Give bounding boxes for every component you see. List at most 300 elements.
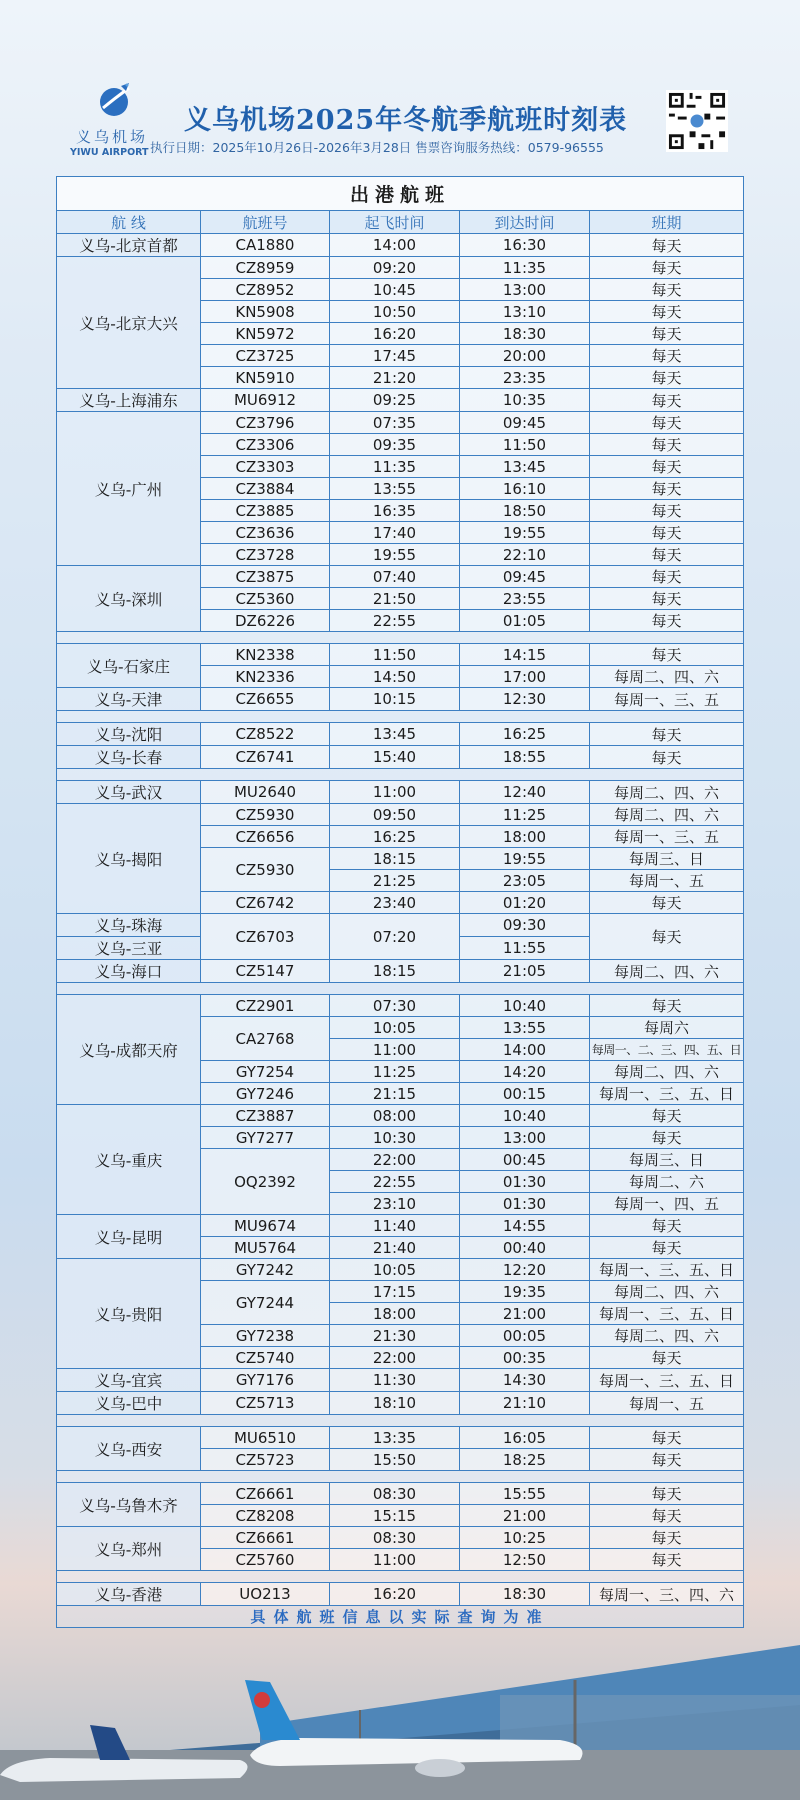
arrival-time-cell: 11:35 bbox=[460, 257, 590, 279]
flight-number-cell: MU5764 bbox=[201, 1237, 330, 1259]
arrival-time-cell: 18:30 bbox=[460, 323, 590, 345]
departure-time-cell: 11:00 bbox=[330, 781, 460, 804]
route-cell: 义乌-宜宾 bbox=[57, 1369, 201, 1392]
table-row bbox=[57, 960, 744, 983]
frequency-cell: 每天 bbox=[590, 1549, 744, 1571]
arrival-time-cell: 21:05 bbox=[460, 960, 590, 983]
departure-time-cell: 09:20 bbox=[330, 257, 460, 279]
frequency-cell: 每周一、五 bbox=[590, 870, 744, 892]
arrival-time-cell: 19:35 bbox=[460, 1281, 590, 1303]
route-cell: 义乌-香港 bbox=[57, 1583, 201, 1606]
departure-time-cell: 10:15 bbox=[330, 688, 460, 711]
flight-number-cell: CZ3725 bbox=[201, 345, 330, 367]
frequency-cell: 每天 bbox=[590, 478, 744, 500]
route-cell: 义乌-揭阳 bbox=[57, 804, 201, 914]
frequency-cell: 每周一、三、五、日 bbox=[590, 1303, 744, 1325]
table-caption: 出港航班 bbox=[57, 177, 744, 211]
flight-number-cell: CZ8959 bbox=[201, 257, 330, 279]
flight-number-cell: DZ6226 bbox=[201, 610, 330, 632]
frequency-cell: 每周三、日 bbox=[590, 1149, 744, 1171]
table-row bbox=[57, 1392, 744, 1415]
table-row bbox=[57, 1105, 744, 1127]
arrival-time-cell: 16:25 bbox=[460, 723, 590, 746]
departure-time-cell: 18:00 bbox=[330, 1303, 460, 1325]
route-cell: 义乌-武汉 bbox=[57, 781, 201, 804]
arrival-time-cell: 22:10 bbox=[460, 544, 590, 566]
column-header-flight-number: 航班号 bbox=[201, 211, 330, 234]
departure-time-cell: 07:30 bbox=[330, 995, 460, 1017]
flight-number-cell: CZ3306 bbox=[201, 434, 330, 456]
flight-number-cell: CA2768 bbox=[201, 1017, 330, 1061]
route-cell: 义乌-乌鲁木齐 bbox=[57, 1483, 201, 1527]
spacer-cell bbox=[57, 1415, 744, 1427]
arrival-time-cell: 10:40 bbox=[460, 995, 590, 1017]
table-row bbox=[57, 644, 744, 666]
frequency-cell: 每周二、六 bbox=[590, 1171, 744, 1193]
frequency-cell: 每天 bbox=[590, 1127, 744, 1149]
departure-time-cell: 11:00 bbox=[330, 1549, 460, 1571]
section-spacer bbox=[57, 983, 744, 995]
departure-time-cell: 10:50 bbox=[330, 301, 460, 323]
frequency-cell: 每周一、五 bbox=[590, 1392, 744, 1415]
frequency-cell: 每天 bbox=[590, 1347, 744, 1369]
arrival-time-cell: 21:00 bbox=[460, 1303, 590, 1325]
departure-time-cell: 17:15 bbox=[330, 1281, 460, 1303]
spacer-cell bbox=[57, 769, 744, 781]
departure-time-cell: 16:25 bbox=[330, 826, 460, 848]
frequency-cell: 每周一、三、五、日 bbox=[590, 1369, 744, 1392]
logo-english-name: YIWU AIRPORT bbox=[70, 147, 149, 158]
arrival-time-cell: 01:20 bbox=[460, 892, 590, 914]
route-cell: 义乌-巴中 bbox=[57, 1392, 201, 1415]
arrival-time-cell: 00:05 bbox=[460, 1325, 590, 1347]
frequency-cell: 每周一、四、五 bbox=[590, 1193, 744, 1215]
flight-number-cell: CZ5930 bbox=[201, 848, 330, 892]
flight-number-cell: CZ3884 bbox=[201, 478, 330, 500]
frequency-cell: 每周一、三、五、日 bbox=[590, 1259, 744, 1281]
frequency-cell: 每天 bbox=[590, 234, 744, 257]
flight-number-cell: CZ8522 bbox=[201, 723, 330, 746]
arrival-time-cell: 20:00 bbox=[460, 345, 590, 367]
flight-number-cell: CZ6742 bbox=[201, 892, 330, 914]
departure-time-cell: 08:30 bbox=[330, 1527, 460, 1549]
arrival-time-cell: 13:10 bbox=[460, 301, 590, 323]
frequency-cell: 每天 bbox=[590, 345, 744, 367]
flight-number-cell: CZ6703 bbox=[201, 914, 330, 960]
departure-time-cell: 07:35 bbox=[330, 412, 460, 434]
flight-number-cell: MU6912 bbox=[201, 389, 330, 412]
page-title: 义乌机场2025年冬航季航班时刻表 bbox=[184, 105, 628, 136]
section-spacer bbox=[57, 632, 744, 644]
table-row bbox=[57, 995, 744, 1017]
flight-number-cell: UO213 bbox=[201, 1583, 330, 1606]
arrival-time-cell: 18:00 bbox=[460, 826, 590, 848]
route-cell: 义乌-西安 bbox=[57, 1427, 201, 1471]
flight-number-cell: CZ6656 bbox=[201, 826, 330, 848]
airport-logo bbox=[70, 80, 149, 158]
frequency-cell: 每天 bbox=[590, 644, 744, 666]
flight-number-cell: CZ3885 bbox=[201, 500, 330, 522]
table-row bbox=[57, 412, 744, 434]
departure-schedule-table bbox=[56, 176, 744, 1628]
column-header-frequency: 班期 bbox=[590, 211, 744, 234]
departure-time-cell: 17:40 bbox=[330, 522, 460, 544]
departure-time-cell: 18:15 bbox=[330, 960, 460, 983]
flight-number-cell: CZ3636 bbox=[201, 522, 330, 544]
flight-number-cell: CZ6741 bbox=[201, 746, 330, 769]
flight-number-cell: KN5972 bbox=[201, 323, 330, 345]
frequency-cell: 每天 bbox=[590, 1449, 744, 1471]
table-row bbox=[57, 804, 744, 826]
flight-number-cell: CZ5147 bbox=[201, 960, 330, 983]
frequency-cell: 每天 bbox=[590, 1237, 744, 1259]
arrival-time-cell: 18:50 bbox=[460, 500, 590, 522]
departure-time-cell: 14:50 bbox=[330, 666, 460, 688]
route-cell: 义乌-北京首都 bbox=[57, 234, 201, 257]
table-row bbox=[57, 723, 744, 746]
flight-number-cell: CZ6661 bbox=[201, 1483, 330, 1505]
section-spacer bbox=[57, 1571, 744, 1583]
departure-time-cell: 15:15 bbox=[330, 1505, 460, 1527]
arrival-time-cell: 13:00 bbox=[460, 1127, 590, 1149]
table-row bbox=[57, 566, 744, 588]
arrival-time-cell: 23:35 bbox=[460, 367, 590, 389]
route-cell: 义乌-上海浦东 bbox=[57, 389, 201, 412]
frequency-cell: 每周一、三、五 bbox=[590, 688, 744, 711]
frequency-cell: 每天 bbox=[590, 1105, 744, 1127]
arrival-time-cell: 13:55 bbox=[460, 1017, 590, 1039]
arrival-time-cell: 18:55 bbox=[460, 746, 590, 769]
flight-number-cell: CZ5740 bbox=[201, 1347, 330, 1369]
departure-time-cell: 22:55 bbox=[330, 1171, 460, 1193]
departure-time-cell: 18:15 bbox=[330, 848, 460, 870]
flight-number-cell: MU9674 bbox=[201, 1215, 330, 1237]
frequency-cell: 每天 bbox=[590, 323, 744, 345]
frequency-cell: 每天 bbox=[590, 257, 744, 279]
arrival-time-cell: 11:25 bbox=[460, 804, 590, 826]
arrival-time-cell: 12:30 bbox=[460, 688, 590, 711]
arrival-time-cell: 14:30 bbox=[460, 1369, 590, 1392]
spacer-cell bbox=[57, 632, 744, 644]
departure-time-cell: 17:45 bbox=[330, 345, 460, 367]
departure-time-cell: 22:55 bbox=[330, 610, 460, 632]
table-row bbox=[57, 1369, 744, 1392]
arrival-time-cell: 18:25 bbox=[460, 1449, 590, 1471]
flight-number-cell: KN5910 bbox=[201, 367, 330, 389]
flight-number-cell: CZ3728 bbox=[201, 544, 330, 566]
column-header-departure-time: 起飞时间 bbox=[330, 211, 460, 234]
flight-number-cell: CZ6661 bbox=[201, 1527, 330, 1549]
flight-number-cell: GY7244 bbox=[201, 1281, 330, 1325]
departure-time-cell: 09:25 bbox=[330, 389, 460, 412]
spacer-cell bbox=[57, 711, 744, 723]
flight-number-cell: CZ3303 bbox=[201, 456, 330, 478]
arrival-time-cell: 13:00 bbox=[460, 279, 590, 301]
route-cell: 义乌-深圳 bbox=[57, 566, 201, 632]
departure-time-cell: 21:30 bbox=[330, 1325, 460, 1347]
frequency-cell: 每天 bbox=[590, 588, 744, 610]
route-cell: 义乌-海口 bbox=[57, 960, 201, 983]
flight-number-cell: GY7176 bbox=[201, 1369, 330, 1392]
arrival-time-cell: 01:05 bbox=[460, 610, 590, 632]
flight-number-cell: CZ8208 bbox=[201, 1505, 330, 1527]
route-cell: 义乌-天津 bbox=[57, 688, 201, 711]
frequency-cell: 每天 bbox=[590, 1215, 744, 1237]
frequency-cell: 每周三、日 bbox=[590, 848, 744, 870]
table-row bbox=[57, 688, 744, 711]
departure-time-cell: 16:20 bbox=[330, 323, 460, 345]
frequency-cell: 每天 bbox=[590, 456, 744, 478]
departure-time-cell: 23:10 bbox=[330, 1193, 460, 1215]
route-cell: 义乌-贵阳 bbox=[57, 1259, 201, 1369]
frequency-cell: 每周二、四、六 bbox=[590, 804, 744, 826]
departure-time-cell: 07:40 bbox=[330, 566, 460, 588]
arrival-time-cell: 17:00 bbox=[460, 666, 590, 688]
logo-chinese-name: 义乌机场 bbox=[76, 128, 149, 146]
flight-number-cell: KN5908 bbox=[201, 301, 330, 323]
spacer-cell bbox=[57, 983, 744, 995]
departure-time-cell: 10:30 bbox=[330, 1127, 460, 1149]
arrival-time-cell: 10:40 bbox=[460, 1105, 590, 1127]
frequency-cell: 每周二、四、六 bbox=[590, 1281, 744, 1303]
arrival-time-cell: 14:20 bbox=[460, 1061, 590, 1083]
frequency-cell: 每周二、四、六 bbox=[590, 666, 744, 688]
frequency-cell: 每天 bbox=[590, 914, 744, 960]
flight-number-cell: CZ6655 bbox=[201, 688, 330, 711]
frequency-cell: 每天 bbox=[590, 1505, 744, 1527]
frequency-cell: 每天 bbox=[590, 279, 744, 301]
arrival-time-cell: 19:55 bbox=[460, 522, 590, 544]
departure-time-cell: 10:05 bbox=[330, 1017, 460, 1039]
arrival-time-cell: 00:40 bbox=[460, 1237, 590, 1259]
departure-time-cell: 16:35 bbox=[330, 500, 460, 522]
frequency-cell: 每天 bbox=[590, 1427, 744, 1449]
route-cell: 义乌-广州 bbox=[57, 412, 201, 566]
frequency-cell: 每周二、四、六 bbox=[590, 1061, 744, 1083]
flight-number-cell: GY7254 bbox=[201, 1061, 330, 1083]
table-row bbox=[57, 746, 744, 769]
arrival-time-cell: 12:50 bbox=[460, 1549, 590, 1571]
arrival-time-cell: 10:35 bbox=[460, 389, 590, 412]
flight-number-cell: CZ5760 bbox=[201, 1549, 330, 1571]
route-cell: 义乌-珠海 bbox=[57, 914, 201, 937]
frequency-cell: 每天 bbox=[590, 412, 744, 434]
frequency-cell: 每周六 bbox=[590, 1017, 744, 1039]
frequency-cell: 每周二、四、六 bbox=[590, 960, 744, 983]
table-row bbox=[57, 234, 744, 257]
arrival-time-cell: 21:00 bbox=[460, 1505, 590, 1527]
route-cell: 义乌-长春 bbox=[57, 746, 201, 769]
route-cell: 义乌-石家庄 bbox=[57, 644, 201, 688]
table-row bbox=[57, 1215, 744, 1237]
frequency-cell: 每天 bbox=[590, 301, 744, 323]
departure-time-cell: 11:25 bbox=[330, 1061, 460, 1083]
arrival-time-cell: 12:20 bbox=[460, 1259, 590, 1281]
departure-time-cell: 08:30 bbox=[330, 1483, 460, 1505]
table-row bbox=[57, 1427, 744, 1449]
frequency-cell: 每天 bbox=[590, 434, 744, 456]
frequency-cell: 每天 bbox=[590, 723, 744, 746]
arrival-time-cell: 14:00 bbox=[460, 1039, 590, 1061]
arrival-time-cell: 09:45 bbox=[460, 566, 590, 588]
arrival-time-cell: 10:25 bbox=[460, 1527, 590, 1549]
arrival-time-cell: 01:30 bbox=[460, 1193, 590, 1215]
departure-time-cell: 13:45 bbox=[330, 723, 460, 746]
frequency-cell: 每天 bbox=[590, 995, 744, 1017]
table-row bbox=[57, 1259, 744, 1281]
arrival-time-cell: 14:15 bbox=[460, 644, 590, 666]
flight-number-cell: GY7238 bbox=[201, 1325, 330, 1347]
flight-number-cell: MU6510 bbox=[201, 1427, 330, 1449]
frequency-cell: 每天 bbox=[590, 1483, 744, 1505]
frequency-cell: 每周一、三、五 bbox=[590, 826, 744, 848]
departure-time-cell: 19:55 bbox=[330, 544, 460, 566]
departure-time-cell: 11:00 bbox=[330, 1039, 460, 1061]
arrival-time-cell: 01:30 bbox=[460, 1171, 590, 1193]
arrival-time-cell: 14:55 bbox=[460, 1215, 590, 1237]
frequency-cell: 每天 bbox=[590, 500, 744, 522]
departure-time-cell: 21:15 bbox=[330, 1083, 460, 1105]
departure-time-cell: 21:50 bbox=[330, 588, 460, 610]
departure-time-cell: 22:00 bbox=[330, 1149, 460, 1171]
flight-number-cell: KN2336 bbox=[201, 666, 330, 688]
airport-logo-icon bbox=[95, 80, 135, 120]
flight-number-cell: MU2640 bbox=[201, 781, 330, 804]
frequency-cell: 每天 bbox=[590, 746, 744, 769]
arrival-time-cell: 15:55 bbox=[460, 1483, 590, 1505]
arrival-time-cell: 19:55 bbox=[460, 848, 590, 870]
frequency-cell: 每天 bbox=[590, 566, 744, 588]
frequency-cell: 每周一、三、四、六 bbox=[590, 1583, 744, 1606]
column-header-arrival-time: 到达时间 bbox=[460, 211, 590, 234]
route-cell: 义乌-郑州 bbox=[57, 1527, 201, 1571]
departure-time-cell: 11:40 bbox=[330, 1215, 460, 1237]
arrival-time-cell: 00:35 bbox=[460, 1347, 590, 1369]
flight-number-cell: CZ3796 bbox=[201, 412, 330, 434]
arrival-time-cell: 21:10 bbox=[460, 1392, 590, 1415]
table-row bbox=[57, 914, 744, 937]
schedule-subtitle: 执行日期：2025年10月26日-2026年3月28日 售票咨询服务热线：0579-96555 bbox=[150, 140, 604, 155]
flight-number-cell: CZ2901 bbox=[201, 995, 330, 1017]
arrival-time-cell: 11:50 bbox=[460, 434, 590, 456]
frequency-cell: 每天 bbox=[590, 389, 744, 412]
departure-time-cell: 21:40 bbox=[330, 1237, 460, 1259]
frequency-cell: 每天 bbox=[590, 1527, 744, 1549]
route-cell: 义乌-北京大兴 bbox=[57, 257, 201, 389]
frequency-cell: 每天 bbox=[590, 522, 744, 544]
qr-code-icon bbox=[666, 90, 728, 152]
departure-time-cell: 13:55 bbox=[330, 478, 460, 500]
section-spacer bbox=[57, 769, 744, 781]
departure-time-cell: 18:10 bbox=[330, 1392, 460, 1415]
departure-time-cell: 10:45 bbox=[330, 279, 460, 301]
departure-time-cell: 21:20 bbox=[330, 367, 460, 389]
departure-time-cell: 15:50 bbox=[330, 1449, 460, 1471]
section-spacer bbox=[57, 711, 744, 723]
departure-time-cell: 09:35 bbox=[330, 434, 460, 456]
departure-time-cell: 10:05 bbox=[330, 1259, 460, 1281]
flight-number-cell: CZ5930 bbox=[201, 804, 330, 826]
arrival-time-cell: 18:30 bbox=[460, 1583, 590, 1606]
table-header-row bbox=[57, 211, 744, 234]
flight-number-cell: GY7277 bbox=[201, 1127, 330, 1149]
arrival-time-cell: 16:30 bbox=[460, 234, 590, 257]
frequency-cell: 每周一、三、五、日 bbox=[590, 1083, 744, 1105]
table-row bbox=[57, 1483, 744, 1505]
departure-time-cell: 22:00 bbox=[330, 1347, 460, 1369]
departure-time-cell: 11:30 bbox=[330, 1369, 460, 1392]
departure-time-cell: 23:40 bbox=[330, 892, 460, 914]
flight-number-cell: GY7246 bbox=[201, 1083, 330, 1105]
table-row bbox=[57, 781, 744, 804]
flight-number-cell: GY7242 bbox=[201, 1259, 330, 1281]
flight-number-cell: CZ3875 bbox=[201, 566, 330, 588]
departure-time-cell: 13:35 bbox=[330, 1427, 460, 1449]
flight-number-cell: CA1880 bbox=[201, 234, 330, 257]
frequency-cell: 每天 bbox=[590, 367, 744, 389]
departure-time-cell: 11:50 bbox=[330, 644, 460, 666]
route-cell: 义乌-成都天府 bbox=[57, 995, 201, 1105]
arrival-time-cell: 11:55 bbox=[460, 937, 590, 960]
departure-time-cell: 21:25 bbox=[330, 870, 460, 892]
frequency-cell: 每天 bbox=[590, 610, 744, 632]
departure-time-cell: 14:00 bbox=[330, 234, 460, 257]
arrival-time-cell: 13:45 bbox=[460, 456, 590, 478]
disclaimer-footer: 具体航班信息以实际查询为准 bbox=[57, 1606, 744, 1628]
flight-number-cell: OQ2392 bbox=[201, 1149, 330, 1215]
route-cell: 义乌-三亚 bbox=[57, 937, 201, 960]
route-cell: 义乌-重庆 bbox=[57, 1105, 201, 1215]
departure-time-cell: 07:20 bbox=[330, 914, 460, 960]
arrival-time-cell: 16:05 bbox=[460, 1427, 590, 1449]
arrival-time-cell: 23:55 bbox=[460, 588, 590, 610]
column-header-route: 航 线 bbox=[57, 211, 201, 234]
flight-number-cell: CZ5723 bbox=[201, 1449, 330, 1471]
departure-time-cell: 16:20 bbox=[330, 1583, 460, 1606]
arrival-time-cell: 16:10 bbox=[460, 478, 590, 500]
section-spacer bbox=[57, 1471, 744, 1483]
flight-number-cell: CZ5360 bbox=[201, 588, 330, 610]
table-row bbox=[57, 1527, 744, 1549]
flight-number-cell: KN2338 bbox=[201, 644, 330, 666]
frequency-cell: 每周二、四、六 bbox=[590, 1325, 744, 1347]
arrival-time-cell: 12:40 bbox=[460, 781, 590, 804]
frequency-cell: 每天 bbox=[590, 892, 744, 914]
section-spacer bbox=[57, 1415, 744, 1427]
table-row bbox=[57, 257, 744, 279]
arrival-time-cell: 09:45 bbox=[460, 412, 590, 434]
flight-number-cell: CZ5713 bbox=[201, 1392, 330, 1415]
spacer-cell bbox=[57, 1471, 744, 1483]
frequency-cell: 每天 bbox=[590, 544, 744, 566]
table-row bbox=[57, 389, 744, 412]
frequency-cell: 每周二、四、六 bbox=[590, 781, 744, 804]
arrival-time-cell: 00:15 bbox=[460, 1083, 590, 1105]
route-cell: 义乌-昆明 bbox=[57, 1215, 201, 1259]
flight-number-cell: CZ8952 bbox=[201, 279, 330, 301]
departure-time-cell: 15:40 bbox=[330, 746, 460, 769]
arrival-time-cell: 23:05 bbox=[460, 870, 590, 892]
spacer-cell bbox=[57, 1571, 744, 1583]
frequency-cell: 每周一、二、三、四、五、日 bbox=[590, 1039, 744, 1061]
departure-time-cell: 11:35 bbox=[330, 456, 460, 478]
arrival-time-cell: 00:45 bbox=[460, 1149, 590, 1171]
airport-scene-illustration bbox=[0, 1600, 800, 1800]
route-cell: 义乌-沈阳 bbox=[57, 723, 201, 746]
flight-number-cell: CZ3887 bbox=[201, 1105, 330, 1127]
departure-time-cell: 09:50 bbox=[330, 804, 460, 826]
arrival-time-cell: 09:30 bbox=[460, 914, 590, 937]
